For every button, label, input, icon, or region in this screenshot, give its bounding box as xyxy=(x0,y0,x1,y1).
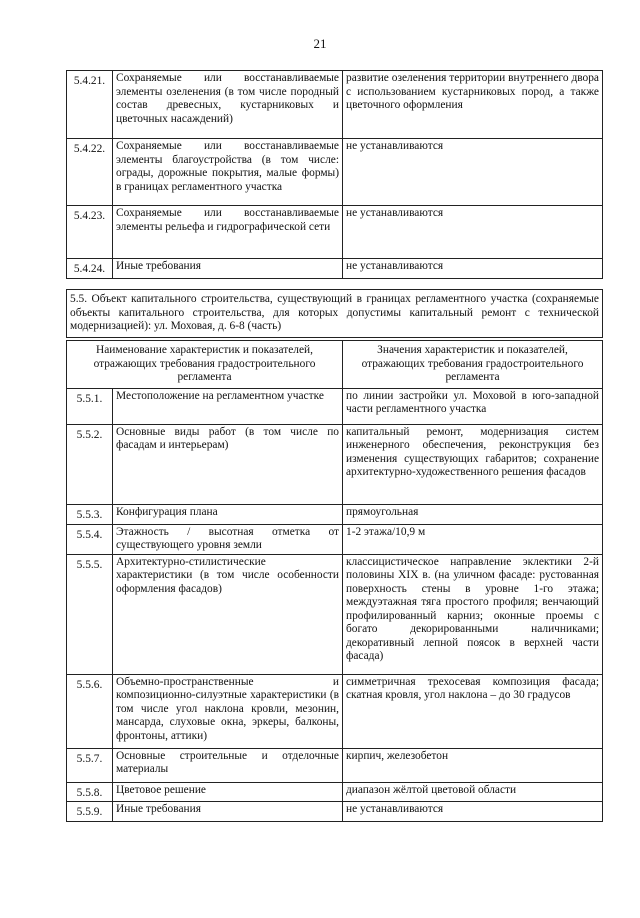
row-name: Архитектурно-стилистические характеристики (в том числе особенности оформления фасадов) xyxy=(113,554,343,674)
row-name: Сохраняемые или восстанавливаемые элементы рельефа и гидрографической сети xyxy=(113,206,343,259)
row-number: 5.5.1. xyxy=(67,388,113,424)
header-name: Наименование характеристик и показателей, отражающих требования градостроительного регламента xyxy=(67,341,343,389)
row-value: симметричная трехосевая композиция фасада; скатная кровля, угол наклона – до 30 градусов xyxy=(343,674,603,748)
row-number: 5.5.4. xyxy=(67,524,113,554)
table-row xyxy=(67,802,603,822)
row-number: 5.4.22. xyxy=(67,139,113,206)
row-name: Объемно-пространственные и композиционно-силуэтные характеристики (в том числе угол наклона кровли, мезонин, мансарда, слуховые окна, эркеры, балконы, фронтоны, аттики) xyxy=(113,674,343,748)
table-row xyxy=(67,206,603,259)
table-row xyxy=(67,259,603,279)
row-value: не устанавливаются xyxy=(343,802,603,822)
row-value: классицистическое направление эклектики 2-й половины XIX в. (на уличном фасаде: рустованная поверхность стены в уровне 1-го этажа; междуэтажная тяга простого профиля; венчающий профилированный карниз; оконные проемы с богато декорированными наличниками; декоративный лепной поясок в верхней части фасада) xyxy=(343,554,603,674)
section-5-5-title: 5.5. Объект капитального строительства, существующий в границах регламентного участка (сохраняемые объекты капитального строительства, для которых допустимы капитальный ремонт с технической модернизацией): ул. Моховая, д. 6-8 (часть) xyxy=(67,290,603,338)
row-value: по линии застройки ул. Моховой в юго-западной части регламентного участка xyxy=(343,388,603,424)
table-header-row xyxy=(67,341,603,389)
row-name: Сохраняемые или восстанавливаемые элементы озеленения (в том числе породный состав древесных, кустарниковых и цветочных насаждений) xyxy=(113,71,343,139)
table-row xyxy=(67,424,603,504)
row-number: 5.5.2. xyxy=(67,424,113,504)
section-5-5-row xyxy=(67,290,603,338)
table-5-5 xyxy=(66,340,603,822)
table-row xyxy=(67,554,603,674)
row-name: Сохраняемые или восстанавливаемые элементы благоустройства (в том числе: ограды, дорожные покрытия, малые формы) в границах регламентного участка xyxy=(113,139,343,206)
row-name: Конфигурация плана xyxy=(113,504,343,524)
table-row xyxy=(67,748,603,782)
row-name: Местоположение на регламентном участке xyxy=(113,388,343,424)
row-value: не устанавливаются xyxy=(343,206,603,259)
row-number: 5.5.3. xyxy=(67,504,113,524)
row-number: 5.4.23. xyxy=(67,206,113,259)
row-name: Основные виды работ (в том числе по фасадам и интерьерам) xyxy=(113,424,343,504)
row-name: Иные требования xyxy=(113,802,343,822)
row-name: Этажность / высотная отметка от существующего уровня земли xyxy=(113,524,343,554)
table-row xyxy=(67,71,603,139)
table-row xyxy=(67,524,603,554)
row-value: не устанавливаются xyxy=(343,139,603,206)
row-name: Цветовое решение xyxy=(113,782,343,802)
table-row xyxy=(67,674,603,748)
row-value: не устанавливаются xyxy=(343,259,603,279)
row-name: Основные строительные и отделочные материалы xyxy=(113,748,343,782)
row-number: 5.5.8. xyxy=(67,782,113,802)
row-number: 5.4.24. xyxy=(67,259,113,279)
row-number: 5.5.5. xyxy=(67,554,113,674)
row-value: развитие озеленения территории внутреннего двора с использованием кустарниковых пород, а также цветочного оформления xyxy=(343,71,603,139)
row-number: 5.5.7. xyxy=(67,748,113,782)
row-number: 5.4.21. xyxy=(67,71,113,139)
row-name: Иные требования xyxy=(113,259,343,279)
row-number: 5.5.6. xyxy=(67,674,113,748)
table-5-4 xyxy=(66,70,603,279)
table-row xyxy=(67,504,603,524)
row-value: капитальный ремонт, модернизация систем инженерного обеспечения, реконструкция без изменения существующих габаритов; сохранение архитектурно-художественного решения фасадов xyxy=(343,424,603,504)
page-number: 21 xyxy=(313,36,327,51)
row-value: 1-2 этажа/10,9 м xyxy=(343,524,603,554)
table-row xyxy=(67,782,603,802)
header-value: Значения характеристик и показателей, отражающих требования градостроительного регламента xyxy=(343,341,603,389)
table-row xyxy=(67,139,603,206)
row-value: диапазон жёлтой цветовой области xyxy=(343,782,603,802)
row-value: прямоугольная xyxy=(343,504,603,524)
row-number: 5.5.9. xyxy=(67,802,113,822)
row-value: кирпич, железобетон xyxy=(343,748,603,782)
table-row xyxy=(67,388,603,424)
section-5-5-table xyxy=(66,289,603,338)
